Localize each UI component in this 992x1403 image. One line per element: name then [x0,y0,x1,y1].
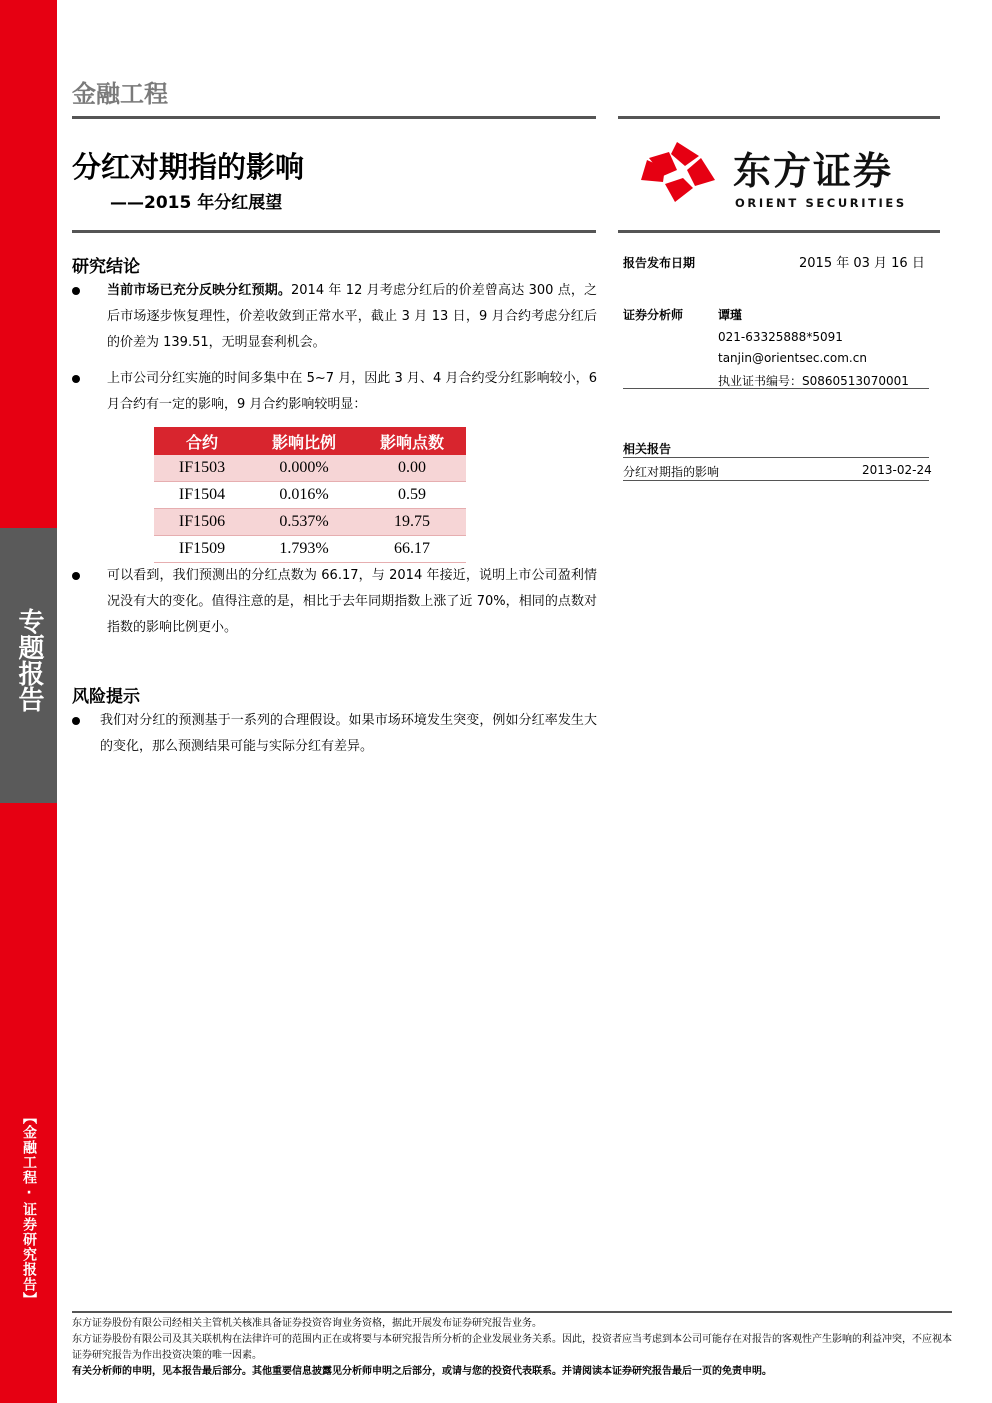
publish-date: 2015 年 03 月 16 日 [799,256,925,271]
risk-bullet [72,708,597,760]
report-title: 分红对期指的影响 [72,150,305,184]
logo-name-en: ORIENT SECURITIES [735,196,907,210]
analyst-email: tanjin@orientsec.com.cn [718,351,867,365]
analyst-name: 谭瑾 [718,308,743,322]
title-rule-right [618,230,940,233]
conclusions-heading: 研究结论 [72,257,140,277]
bullet-dot-icon [72,717,80,725]
publish-date-label: 报告发布日期 [623,256,696,270]
sidebar-report-type: 专题报告 [14,608,44,712]
disclaimer-footer [72,1316,952,1380]
title-rule-left [72,230,596,233]
table-cell: 66.17 [358,536,466,563]
footer-line-3: 有关分析师的申明，见本报告最后部分。其他重要信息披露见分析师申明之后部分，或请与您的投资代表联系。并请阅读本证券研究报告最后一页的免责申明。 [72,1366,772,1377]
conclusion-2-text: 上市公司分红实施的时间多集中在 5~7 月，因此 3 月、4 月合约受分红影响较小，6 月合约有一定的影响，9 月合约影响较明显： [107,371,597,412]
table-cell: 0.537% [250,509,358,536]
company-logo [637,140,922,210]
section-title: 金融工程 [72,80,168,108]
conclusion-bullet-3 [72,563,597,641]
table-row [154,455,466,482]
table-cell: 19.75 [358,509,466,536]
related-rule-top [623,457,929,458]
sidebar-red-band-top [0,0,57,528]
table-cell: IF1509 [154,536,250,563]
table-cell: 0.016% [250,482,358,509]
footer-line-1: 东方证券股份有限公司经相关主管机关核准具备证券投资咨询业务资格，据此开展发布证券研究报告业务。 [72,1318,542,1329]
table-cell: IF1503 [154,455,250,482]
table-cell: 0.59 [358,482,466,509]
conclusion-bullet-1 [72,278,597,356]
table-row [154,509,466,536]
analyst-phone: 021-63325888*5091 [718,330,843,344]
table-header-points: 影响点数 [358,427,466,455]
header-rule-right [618,116,940,119]
table-header-row [154,427,466,455]
report-subtitle: ——2015 年分红展望 [110,193,283,213]
bullet-dot-icon [72,572,80,580]
dividend-impact-table [154,427,466,563]
related-report-title[interactable]: 分红对期指的影响 [623,465,720,479]
sidebar-series-label: 【金融工程·证券研究报告】 [21,1110,37,1307]
related-reports-label: 相关报告 [623,442,672,456]
table-header-contract: 合约 [154,427,250,455]
table-row [154,536,466,563]
analyst-label: 证券分析师 [623,308,684,322]
conclusion-1-highlight: 当前市场已充分反映分红预期。 [107,283,292,298]
footer-line-2: 东方证券股份有限公司及其关联机构在法律许可的范围内正在或将要与本研究报告所分析的企业发展业务关系。因此，投资者应当考虑到本公司可能存在对报告的客观性产生影响的利益冲突，不应视本证券研究报告为作出投资决策的唯一因素。 [72,1334,952,1361]
sidebar-red-band-bottom [0,803,57,1403]
table-cell: IF1504 [154,482,250,509]
logo-mark-icon [637,140,717,204]
table-cell: IF1506 [154,509,250,536]
table-cell: 0.000% [250,455,358,482]
logo-name-cn: 东方证券 [733,149,894,193]
conclusion-3-text: 可以看到，我们预测出的分红点数为 66.17，与 2014 年接近，说明上市公司盈利情况没有大的变化。值得注意的是，相比于去年同期指数上涨了近 70%，相同的点数对指数的影响比例更小。 [107,568,597,635]
risk-text: 我们对分红的预测基于一系列的合理假设。如果市场环境发生突变，例如分红率发生大的变化，那么预测结果可能与实际分红有差异。 [100,713,597,754]
related-rule-bottom [623,480,929,481]
conclusion-1-text: 2014 年 12 月考虑分红后的价差曾高达 300 点，之后市场逐步恢复理性，价差收敛到正常水平，截止 3 月 13 日，9 月合约考虑分红后的价差为 139.51，无明显套利机会。 [107,283,597,350]
table-cell: 0.00 [358,455,466,482]
related-report-date: 2013-02-24 [862,463,932,477]
analyst-license: 执业证书编号：S0860513070001 [718,374,909,388]
table-row [154,482,466,509]
conclusion-bullet-2 [72,366,597,418]
analyst-rule [623,388,929,389]
table-header-ratio: 影响比例 [250,427,358,455]
bullet-dot-icon [72,375,80,383]
footer-rule [72,1311,952,1313]
table-cell: 1.793% [250,536,358,563]
risk-heading: 风险提示 [72,687,140,707]
header-rule-left [72,116,596,119]
bullet-dot-icon [72,287,80,295]
